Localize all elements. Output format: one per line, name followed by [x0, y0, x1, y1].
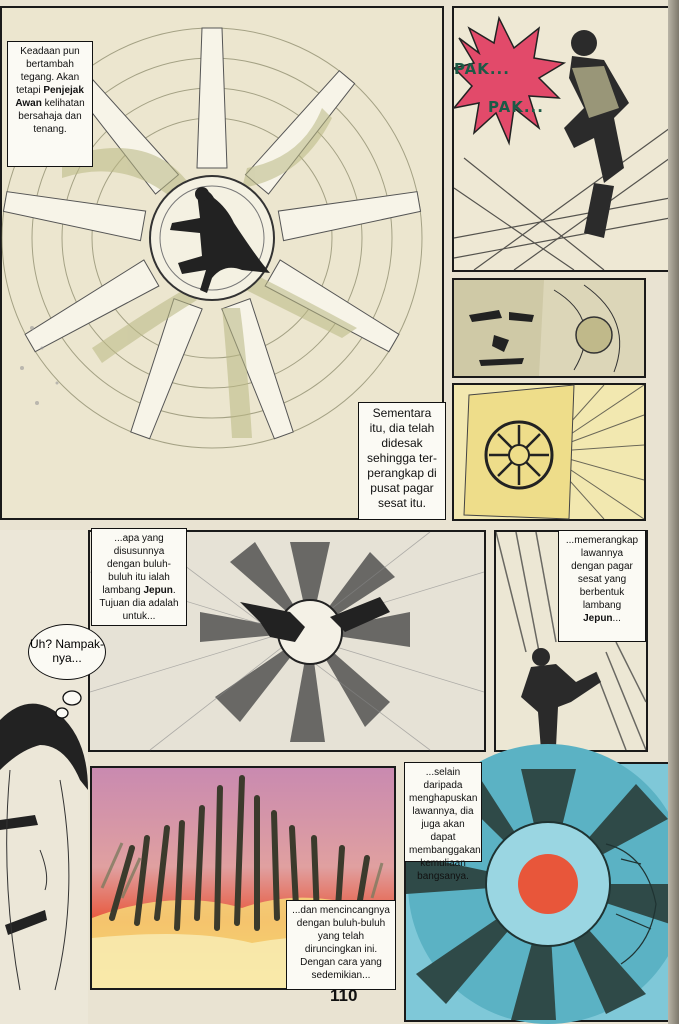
page-number: 110 [330, 986, 358, 1005]
caption-memerangkap: ...memerangkap lawannya dengan pagar sesat yang berbentuk lambang Jepun... [558, 530, 646, 642]
emblem-artwork [454, 385, 644, 519]
panel-emblem-speedlines [452, 383, 646, 521]
caption-kemuliaan-bangsa: ...selain daripada menghapuskan lawannya, dia juga akan dapat membanggakan kemuliaan bangsanya. [404, 762, 482, 862]
panel-face-closeup [452, 278, 646, 378]
panel-thinking-face [0, 530, 105, 1024]
pak-action-artwork [454, 8, 670, 270]
panel-bamboo-figure [494, 530, 648, 752]
sfx-pak-2: PAK... [488, 98, 544, 116]
caption-lambang-jepun: ...apa yang disusunnya dengan buluh-buluh itu ialah lambang Jepun. Tujuan dia adalah untuk... [91, 528, 187, 626]
thought-bubble-nampaknya: Uh? Nampak-nya... [28, 624, 106, 680]
page-edge [668, 0, 679, 1024]
panel-mandala-top [0, 6, 444, 520]
caption-mencincang: ...dan mencincangnya dengan buluh-buluh yang telah diruncingkan ini. Dengan cara yang sedemikian... [286, 900, 396, 990]
sfx-pak-1: PAK... [454, 60, 510, 78]
panel-blue-mandala [404, 762, 672, 1022]
caption-terperangkap: Sementara itu, dia telah didesak sehingga ter-perangkap di pusat pagar sesat itu. [358, 402, 446, 520]
caption-penjejak-awan: Keadaan pun bertambah tegang. Akan tetapi Penjejak Awan kelihatan bersahaja dan tenang. [7, 41, 93, 167]
panel-pak-action [452, 6, 672, 272]
face-closeup-artwork [454, 280, 644, 376]
panel-explosion [88, 530, 486, 752]
thinking-face-artwork [0, 530, 88, 1024]
panel-bamboo-spikes [90, 766, 396, 990]
